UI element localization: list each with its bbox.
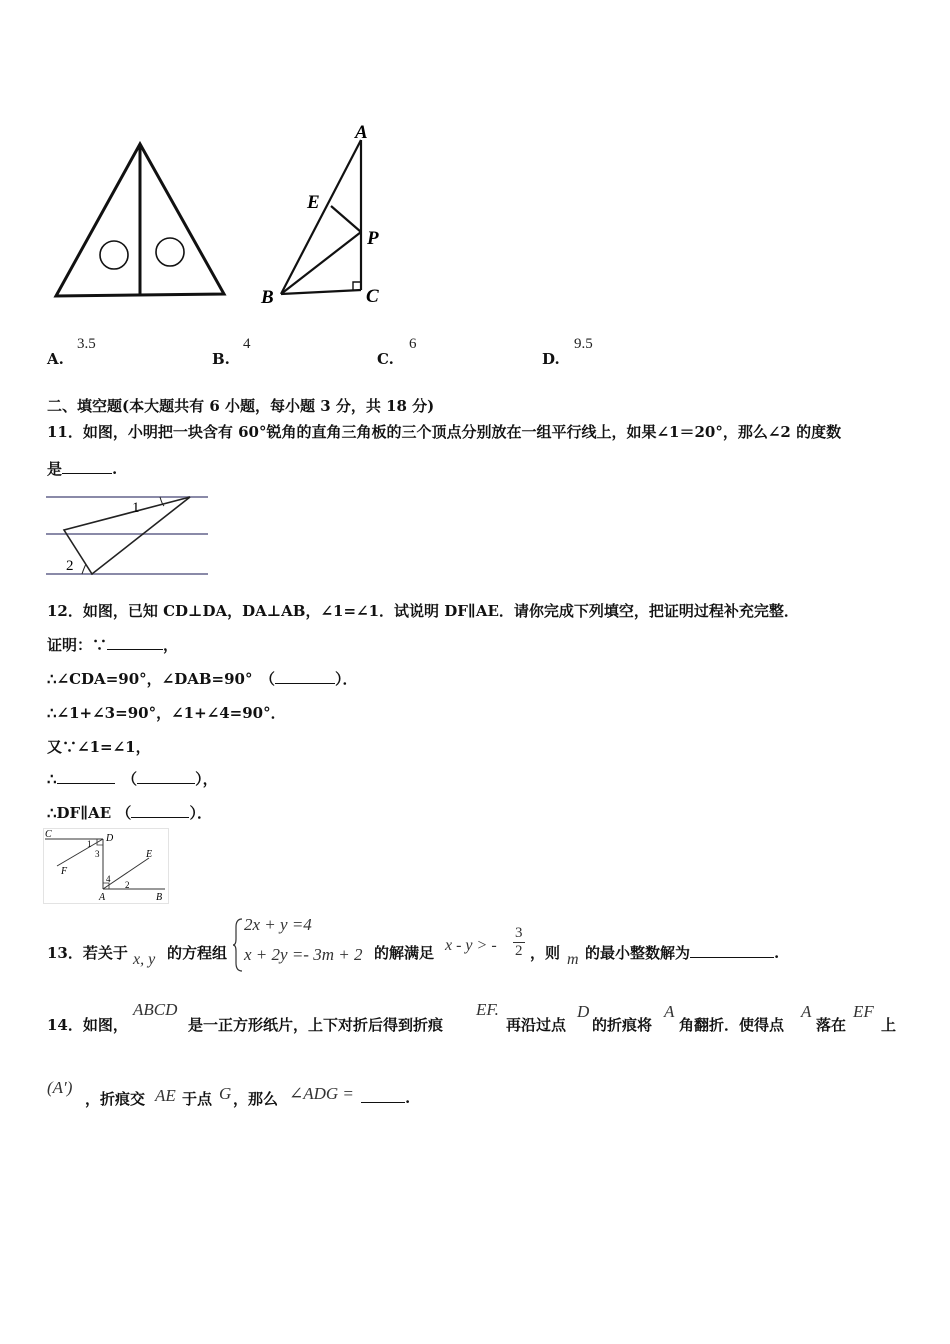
option-b-value: 4 — [243, 336, 251, 352]
q13 — [47, 915, 907, 975]
q12-line2-b: ）． — [334, 670, 358, 688]
q12-line6-a: ∴DF∥AE （ — [47, 804, 132, 822]
q14-t8: 于点 — [182, 1090, 213, 1108]
label-f: F — [61, 866, 68, 877]
label-1: 1 — [87, 839, 92, 849]
option-c-letter: C. — [377, 350, 394, 368]
q11-answer-blank[interactable] — [62, 459, 112, 474]
label-e: E — [307, 192, 320, 213]
label-c: C — [45, 829, 52, 840]
q11-line2 — [47, 458, 117, 479]
q13-end: . — [774, 944, 780, 962]
q12-line2-a: ∴∠CDA=90°，∠DAB=90° （ — [47, 670, 275, 688]
q12-proof-label: 证明：∵ — [47, 636, 108, 654]
q12-proof-line2 — [47, 668, 358, 689]
q14-t5: 落在 — [816, 1016, 847, 1034]
q13-suffix-text: 的最小整数解为 — [585, 944, 691, 962]
q14-aprime: (A′) — [47, 1078, 73, 1097]
label-2: 2 — [125, 880, 130, 890]
q12-proof-line6 — [47, 802, 212, 823]
section-title: 二、填空题(本大题共有 6 小题，每小题 3 分，共 18 分) — [47, 397, 435, 415]
q14-t1: 是一正方形纸片，上下对折后得到折痕 — [188, 1016, 444, 1034]
q11-line1: 11．如图，小明把一块含有 60°锐角的直角三角板的三个顶点分别放在一组平行线上，如果∠1＝20°，那么∠2 的度数 — [47, 423, 842, 441]
angle-arc-2 — [82, 564, 86, 574]
q12-blank-1[interactable] — [107, 635, 163, 650]
system-brace — [232, 917, 244, 973]
q14-prefix: 14．如图， — [47, 1016, 128, 1034]
q11-suffix: . — [112, 460, 118, 478]
q14-line1 — [47, 998, 917, 1038]
q13-eq1: 2x + y =4 — [244, 915, 312, 934]
q13-mid3: ，则 — [530, 944, 561, 962]
q11-prefix: 是 — [47, 460, 63, 478]
q14-d: D — [577, 1002, 590, 1021]
q12-proof-line5 — [47, 768, 218, 789]
segment-bp — [281, 232, 361, 294]
q14-t3: 的折痕将 — [592, 1016, 653, 1034]
q13-fraction — [513, 925, 525, 960]
q14-a2: A — [801, 1002, 812, 1021]
segment-ab — [281, 140, 361, 294]
q14-end: . — [405, 1089, 411, 1107]
label-a: A — [99, 892, 106, 903]
label-b: B — [156, 892, 163, 903]
q14-adg: ∠ADG = — [289, 1084, 354, 1103]
right-circle — [156, 238, 184, 266]
option-a-value: 3.5 — [77, 336, 96, 352]
segment-ep — [331, 206, 361, 232]
label-4: 4 — [106, 874, 111, 884]
q12-blank-4[interactable] — [137, 769, 195, 784]
q14-t6: 上 — [881, 1016, 897, 1034]
q12-proof-line4: 又∵∠1=∠1， — [47, 738, 151, 756]
q12-proof-line1 — [47, 634, 178, 655]
q13-mid1: 的方程组 — [167, 944, 228, 962]
left-circle — [100, 241, 128, 269]
option-d-letter: D. — [542, 350, 560, 368]
q12-stem: 12．如图，已知 CD⊥DA，DA⊥AB，∠1=∠1．试说明 DF∥AE．请你完成下列填空，把证明过程补充完整． — [47, 602, 799, 620]
q13-prefix: 13．若关于 — [47, 944, 128, 962]
label-3: 3 — [95, 849, 100, 859]
option-a-letter: A. — [47, 350, 64, 368]
q13-answer-blank[interactable] — [690, 943, 774, 958]
q13-frac-den: 2 — [515, 943, 523, 959]
angle-label-2: 2 — [66, 558, 74, 574]
q13-suffix — [585, 942, 779, 963]
q12-blank-2[interactable] — [275, 669, 335, 684]
q13-eq2: x + 2y =- 3m + 2 — [244, 945, 363, 964]
q14-ef2: EF — [853, 1002, 874, 1021]
q12-blank-5[interactable] — [131, 803, 189, 818]
q12-line5-c: ）， — [195, 770, 218, 788]
q12-line6-b: ）． — [189, 804, 212, 822]
q14-t4: 角翻折．使得点 — [679, 1016, 785, 1034]
q14-line2 — [47, 1076, 647, 1116]
q12-proof-line3: ∴∠1+∠3=90°，∠1+∠4=90°． — [47, 704, 286, 722]
q14-g: G — [219, 1084, 232, 1103]
q13-vars: x, y — [133, 951, 156, 968]
label-e: E — [146, 849, 153, 860]
q14-ae: AE — [155, 1086, 176, 1105]
q14-t2: 再沿过点 — [506, 1016, 567, 1034]
set-square-triangle — [64, 497, 190, 574]
figure-triangle-circles — [48, 136, 233, 302]
q14-answer-blank[interactable] — [361, 1088, 405, 1103]
label-c: C — [366, 286, 379, 307]
q12-line5-b: （ — [129, 770, 138, 788]
q12-blank-3[interactable] — [57, 769, 115, 784]
figure-cd-da-ab — [43, 828, 169, 904]
figure-parallel-lines — [44, 488, 210, 580]
option-d-value: 9.5 — [574, 336, 593, 352]
angle-label-1: 1 — [132, 500, 140, 516]
figure-right-triangle-abc — [255, 122, 395, 310]
q14-t9: ，那么 — [233, 1090, 279, 1108]
option-c-value: 6 — [409, 336, 417, 352]
q14-t7: ，折痕交 — [85, 1090, 146, 1108]
q14-abcd: ABCD — [133, 1000, 178, 1019]
label-p: P — [367, 228, 379, 249]
q13-mid2: 的解满足 — [374, 944, 435, 962]
q13-inequality: x - y > - — [445, 937, 497, 954]
right-angle-mark — [353, 282, 361, 290]
q14-answer — [361, 1088, 410, 1107]
label-a: A — [355, 122, 368, 143]
q14-ef1: EF. — [476, 1000, 499, 1019]
option-b-letter: B. — [212, 350, 230, 368]
label-b: B — [261, 287, 274, 308]
q12-line5-a: ∴ — [47, 770, 57, 788]
q12-proof-label-end: ， — [163, 636, 179, 654]
q14-a1: A — [664, 1002, 675, 1021]
q13-var-m: m — [567, 951, 579, 968]
label-d: D — [106, 833, 114, 844]
q13-frac-num: 3 — [515, 925, 523, 941]
segment-bc — [281, 290, 361, 294]
